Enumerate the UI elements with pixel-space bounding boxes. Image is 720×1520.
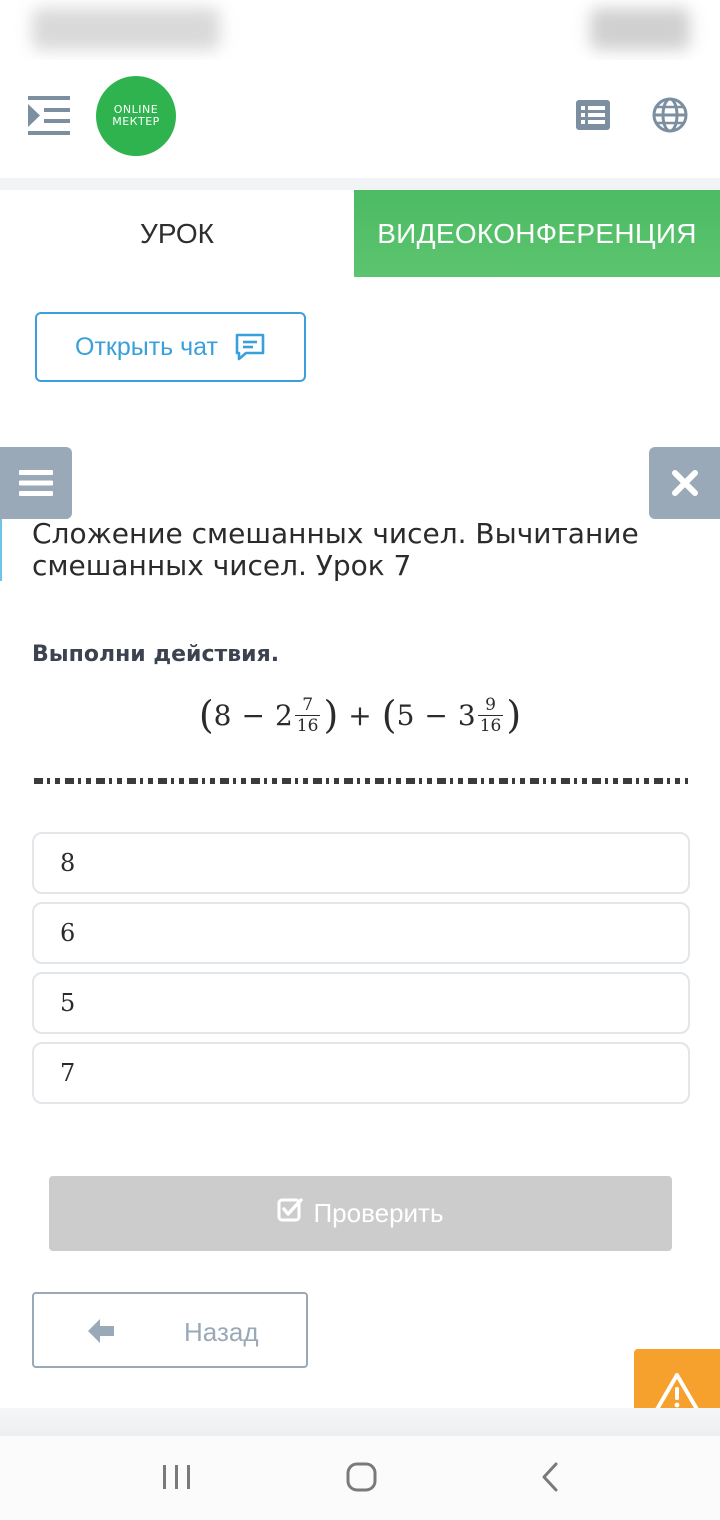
app-header bbox=[0, 60, 720, 178]
status-bar bbox=[0, 0, 720, 60]
fraction-d-numerator: 9 bbox=[485, 694, 496, 715]
fraction-b bbox=[295, 696, 321, 735]
page-footer-shade bbox=[0, 1408, 720, 1436]
expr-minus-2: − bbox=[424, 698, 448, 732]
indent-menu-icon[interactable] bbox=[26, 94, 72, 136]
chat-bubble-icon bbox=[234, 332, 266, 362]
task-instruction: Выполни действия. bbox=[32, 642, 280, 667]
answer-option[interactable] bbox=[32, 902, 690, 964]
expr-c: 5 bbox=[396, 698, 415, 732]
answer-options bbox=[32, 832, 690, 1112]
tab-videoconference[interactable]: ВИДЕОКОНФЕРЕНЦИЯ bbox=[354, 190, 720, 277]
fraction-d-denominator: 16 bbox=[479, 715, 502, 736]
expr-b-whole: 2 bbox=[274, 698, 293, 732]
open-chat-label: Открыть чат bbox=[75, 332, 218, 361]
answer-option[interactable] bbox=[32, 1042, 690, 1104]
answer-option-label: 8 bbox=[60, 849, 76, 877]
paren-close-2: ) bbox=[506, 693, 522, 737]
fraction-b-numerator: 7 bbox=[302, 694, 314, 715]
system-navigation-bar bbox=[0, 1436, 720, 1520]
expr-a: 8 bbox=[213, 698, 232, 732]
paren-open-2: ( bbox=[381, 693, 397, 737]
status-bar-right-blurred bbox=[590, 8, 690, 50]
check-answer-button[interactable] bbox=[49, 1176, 672, 1251]
hamburger-icon[interactable] bbox=[0, 447, 72, 519]
lesson-tabs bbox=[0, 190, 720, 277]
content-accent-bar bbox=[0, 519, 2, 581]
globe-icon[interactable] bbox=[652, 97, 688, 133]
back-label: Назад bbox=[184, 1317, 259, 1347]
close-icon[interactable] bbox=[649, 447, 720, 519]
check-answer-label: Проверить bbox=[313, 1198, 444, 1228]
list-icon[interactable] bbox=[576, 100, 610, 130]
home-icon[interactable] bbox=[344, 1460, 380, 1494]
checkbox-checked-icon bbox=[277, 1197, 303, 1230]
logo-line-1: ONLINE bbox=[113, 103, 159, 116]
math-expression bbox=[0, 688, 720, 742]
paren-open: ( bbox=[198, 693, 214, 737]
open-chat-button[interactable] bbox=[35, 312, 306, 382]
tab-lesson[interactable]: УРОК bbox=[0, 190, 354, 277]
back-button[interactable] bbox=[32, 1292, 308, 1368]
answer-option[interactable] bbox=[32, 972, 690, 1034]
paren-close: ) bbox=[323, 693, 339, 737]
answer-option-label: 7 bbox=[60, 1059, 76, 1087]
logo-line-2: МЕКТЕР bbox=[112, 115, 160, 128]
answer-divider bbox=[34, 778, 688, 784]
answer-option-label: 6 bbox=[60, 919, 76, 947]
answer-option-label: 5 bbox=[60, 989, 76, 1017]
recent-apps-icon[interactable] bbox=[160, 1462, 194, 1492]
expr-plus: + bbox=[348, 698, 372, 732]
arrow-left-icon bbox=[86, 1316, 116, 1346]
fraction-d bbox=[478, 696, 504, 735]
fraction-b-denominator: 16 bbox=[296, 715, 319, 736]
lesson-title: Сложение смешанных чисел. Вычитание смешанных чисел. Урок 7 bbox=[32, 517, 639, 582]
online-mektep-logo[interactable] bbox=[96, 76, 176, 156]
expr-minus-1: − bbox=[241, 698, 265, 732]
header-divider bbox=[0, 178, 720, 190]
answer-option[interactable] bbox=[32, 832, 690, 894]
status-bar-left-blurred bbox=[32, 8, 220, 50]
expr-d-whole: 3 bbox=[457, 698, 476, 732]
system-back-icon[interactable] bbox=[536, 1460, 564, 1494]
